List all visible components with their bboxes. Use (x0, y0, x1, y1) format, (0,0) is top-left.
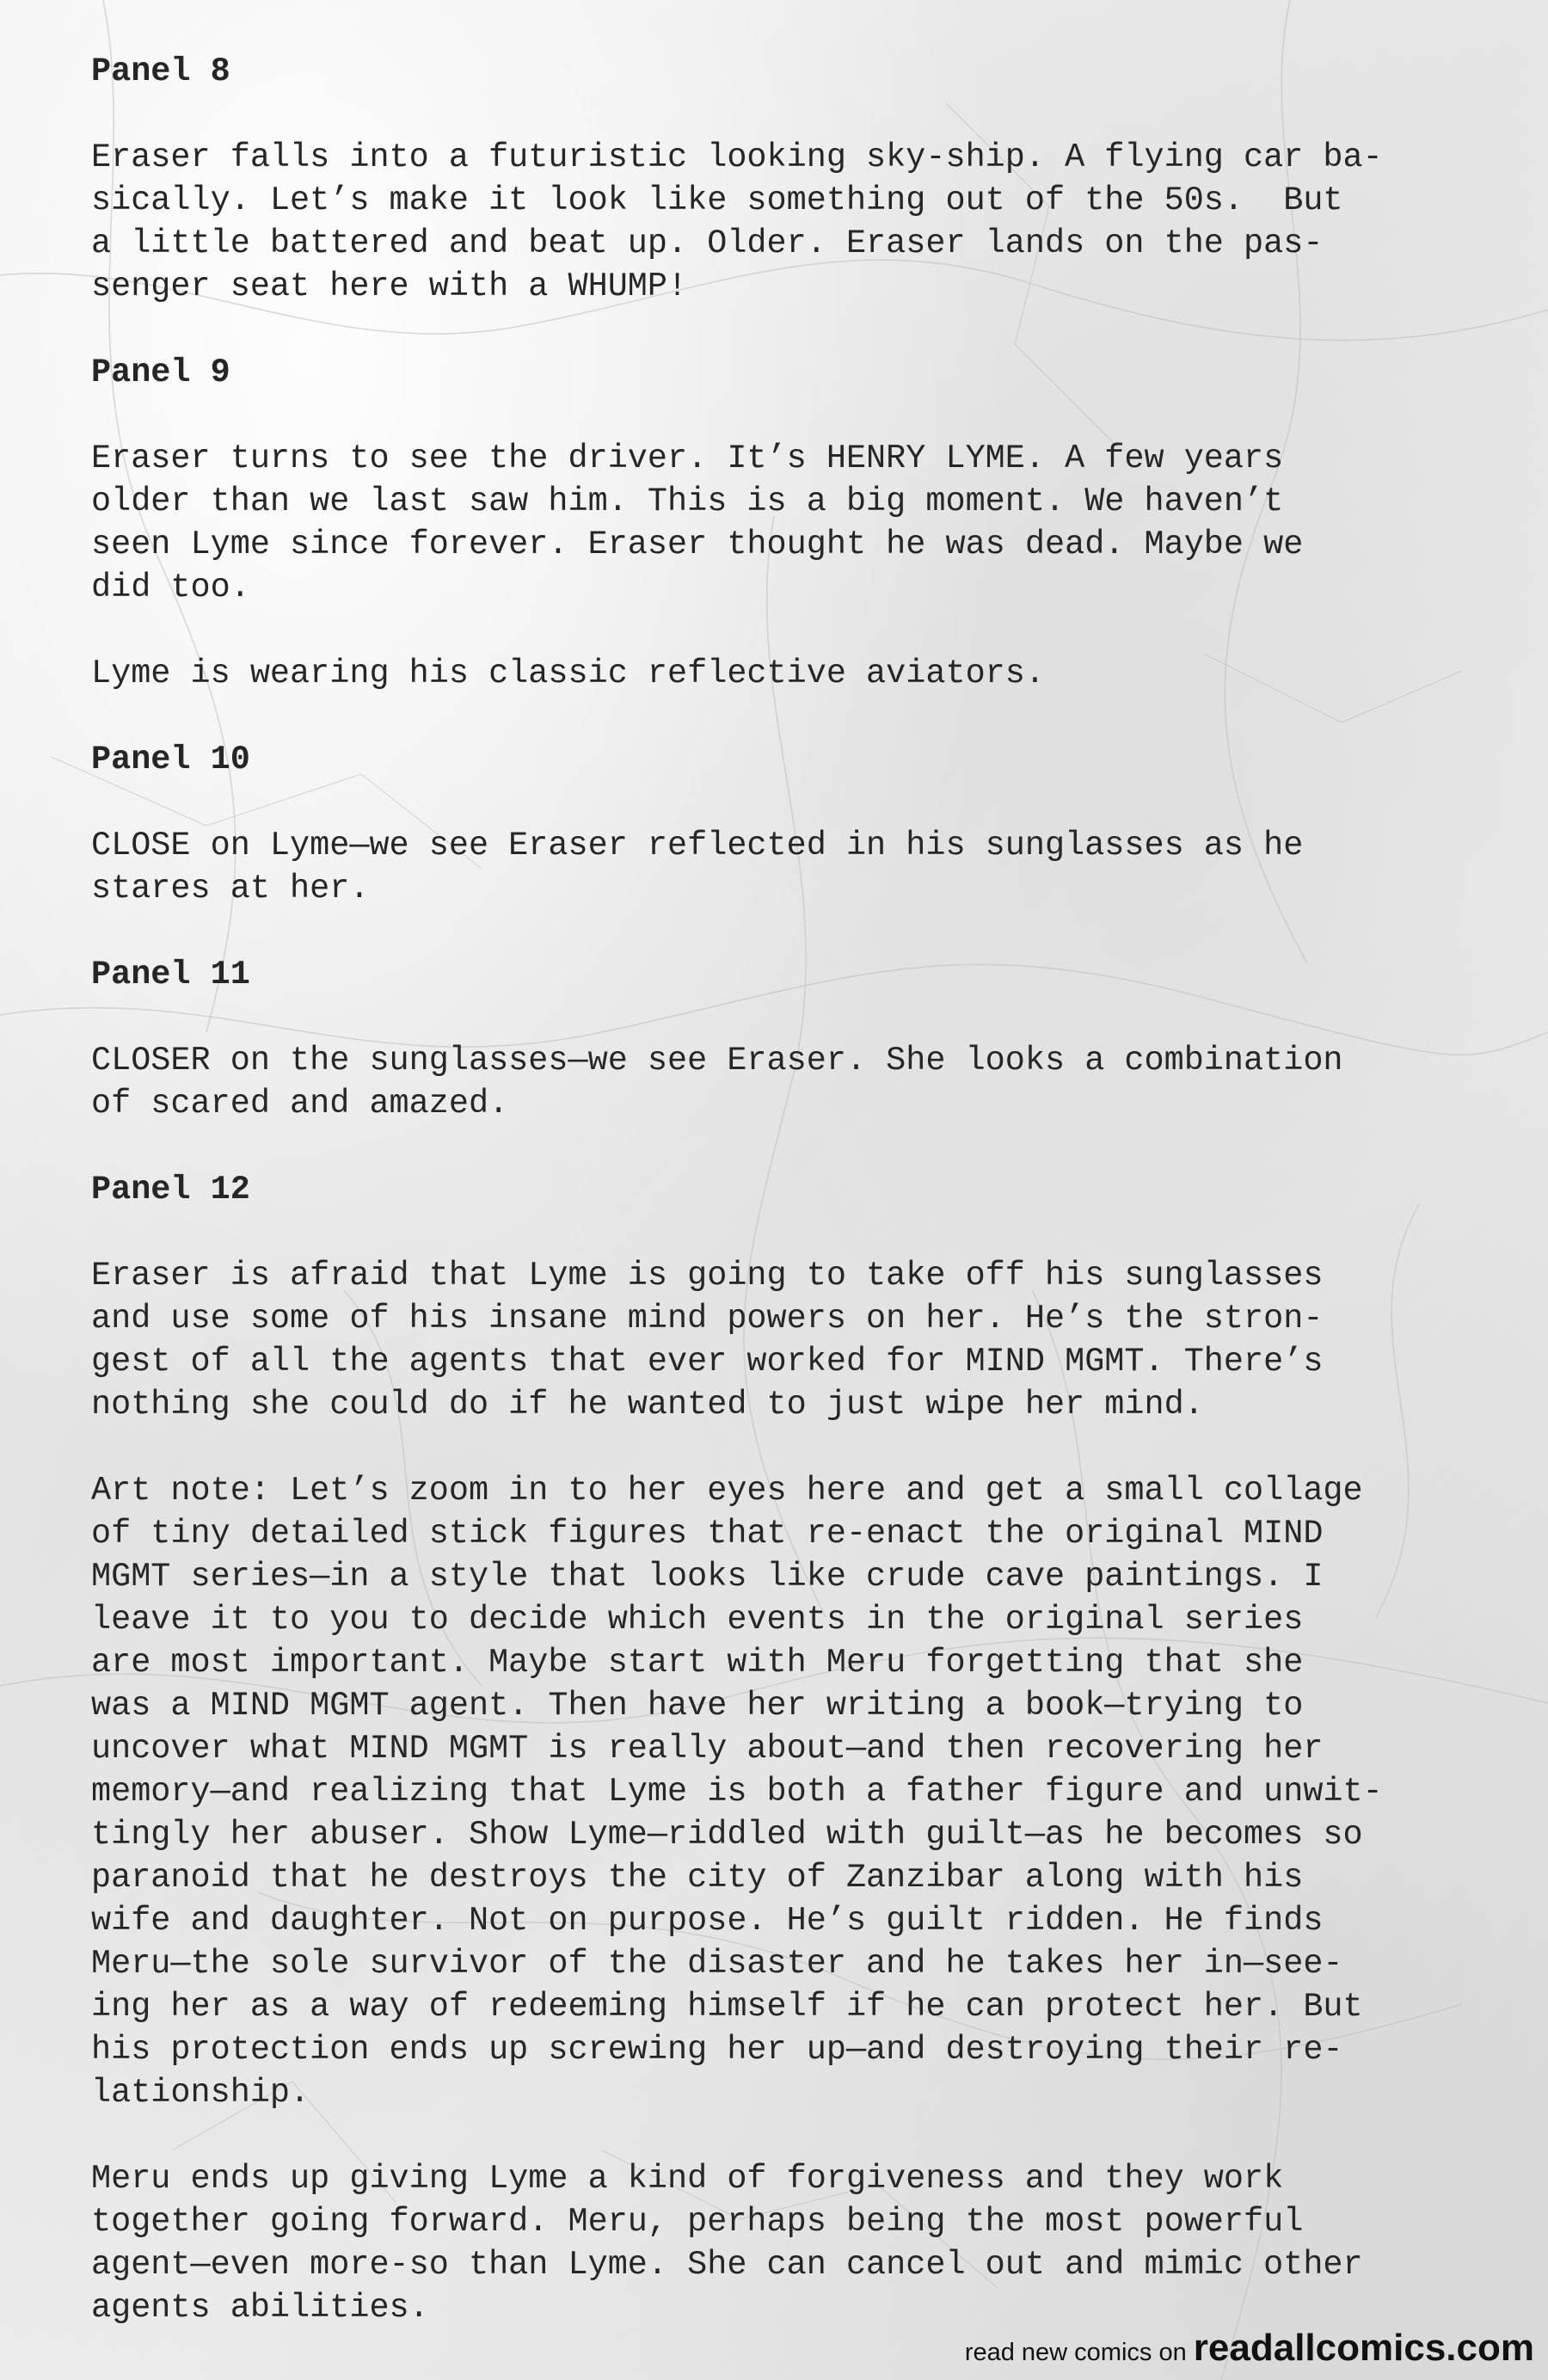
text-line: nothing she could do if he wanted to just wipe her mind. (91, 1386, 1204, 1424)
text-line: his protection ends up screwing her up—and destroying their re- (91, 2031, 1343, 2069)
site-watermark (965, 2327, 1534, 2370)
text-line: senger seat here with a WHUMP! (91, 268, 688, 305)
text-line: paranoid that he destroys the city of Zanzibar along with his (91, 1859, 1304, 1897)
text-line: leave it to you to decide which events in the original series (91, 1601, 1304, 1639)
text-line: of scared and amazed. (91, 1085, 509, 1122)
paragraph-spacer (91, 1426, 1467, 1469)
text-line: and use some of his insane mind powers on her. He’s the stron- (91, 1300, 1324, 1338)
text-line: was a MIND MGMT agent. Then have her writing a book—trying to (91, 1687, 1304, 1725)
panel-heading: Panel 10 (91, 741, 250, 778)
text-line: uncover what MIND MGMT is really about—and then recovering her (91, 1730, 1324, 1768)
paragraph-spacer (91, 1211, 1467, 1254)
panel-heading: Panel 9 (91, 354, 230, 391)
text-line: ing her as a way of redeeming himself if he can protect her. But (91, 1988, 1363, 2026)
watermark-prefix: read new comics on (964, 2339, 1194, 2366)
text-line: sically. Let’s make it look like something out of the 50s. But (91, 181, 1343, 219)
panel-description (91, 824, 1467, 910)
paragraph-spacer (91, 609, 1467, 652)
script-page (91, 50, 1467, 2329)
paragraph-spacer (91, 2114, 1467, 2157)
panel-description (91, 136, 1467, 308)
panel-description (91, 2157, 1467, 2329)
text-line: seen Lyme since forever. Eraser thought he was dead. Maybe we (91, 526, 1304, 563)
text-line: lationship. (91, 2074, 310, 2112)
text-line: tingly her abuser. Show Lyme—riddled with guilt—as he becomes so (91, 1816, 1363, 1854)
text-line: CLOSE on Lyme—we see Eraser reflected in his sunglasses as he (91, 827, 1304, 864)
panel-spacer (91, 308, 1467, 351)
panel-heading: Panel 8 (91, 52, 230, 90)
text-line: agent—even more-so than Lyme. She can cancel out and mimic other (91, 2246, 1363, 2284)
panel-description (91, 1469, 1467, 2114)
text-line: a little battered and beat up. Older. Eraser lands on the pas- (91, 224, 1324, 262)
paragraph-spacer (91, 394, 1467, 437)
text-line: older than we last saw him. This is a big moment. We haven’t (91, 483, 1284, 520)
panel-description (91, 652, 1467, 695)
text-line: Art note: Let’s zoom in to her eyes here and get a small collage (91, 1472, 1363, 1510)
watermark-site: readallcomics.com (1193, 2327, 1534, 2369)
text-line: Meru—the sole survivor of the disaster and he takes her in—see- (91, 1945, 1343, 1983)
panel-spacer (91, 695, 1467, 738)
text-line: Eraser turns to see the driver. It’s HENRY LYME. A few years (91, 440, 1284, 477)
text-line: stares at her. (91, 870, 370, 907)
panel-heading: Panel 12 (91, 1171, 250, 1208)
paragraph-spacer (91, 93, 1467, 136)
text-line: Eraser is afraid that Lyme is going to take off his sunglasses (91, 1257, 1324, 1295)
panel-spacer (91, 910, 1467, 953)
text-line: memory—and realizing that Lyme is both a father figure and unwit- (91, 1773, 1383, 1811)
panel-description (91, 437, 1467, 609)
text-line: of tiny detailed stick figures that re-enact the original MIND (91, 1515, 1324, 1553)
panel-description (91, 1254, 1467, 1426)
text-line: Meru ends up giving Lyme a kind of forgiveness and they work (91, 2160, 1284, 2198)
text-line: are most important. Maybe start with Meru forgetting that she (91, 1644, 1304, 1682)
text-line: CLOSER on the sunglasses—we see Eraser. She looks a combination (91, 1042, 1343, 1079)
text-line: did too. (91, 569, 250, 606)
text-line: MGMT series—in a style that looks like crude cave paintings. I (91, 1558, 1324, 1596)
text-line: Lyme is wearing his classic reflective aviators. (91, 655, 1045, 692)
text-line: wife and daughter. Not on purpose. He’s guilt ridden. He finds (91, 1902, 1324, 1940)
panel-description (91, 1039, 1467, 1125)
text-line: agents abilities. (91, 2289, 429, 2327)
paragraph-spacer (91, 996, 1467, 1039)
panel-spacer (91, 1125, 1467, 1168)
text-line: Eraser falls into a futuristic looking sky-ship. A flying car ba- (91, 138, 1383, 176)
text-line: gest of all the agents that ever worked for MIND MGMT. There’s (91, 1343, 1324, 1381)
text-line: together going forward. Meru, perhaps being the most powerful (91, 2203, 1304, 2241)
paragraph-spacer (91, 781, 1467, 824)
panel-heading: Panel 11 (91, 956, 250, 993)
